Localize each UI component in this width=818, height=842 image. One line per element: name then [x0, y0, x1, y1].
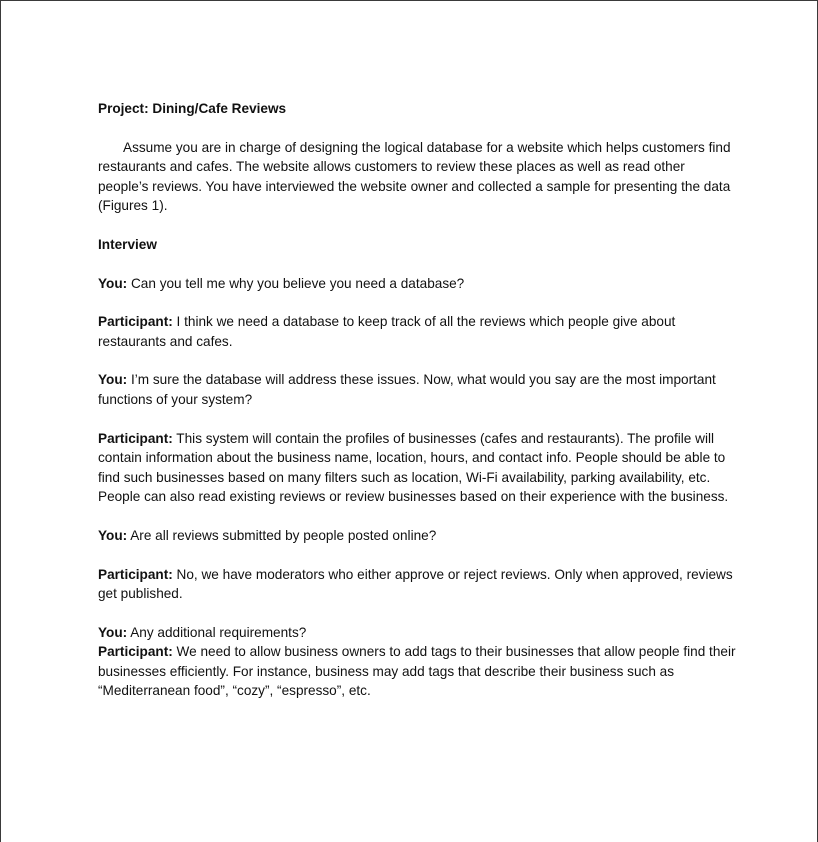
exchange-participant-4: [98, 642, 738, 701]
speaker-label: Participant:: [98, 566, 173, 582]
speaker-label: You:: [98, 527, 128, 543]
exchange-you-4: [98, 623, 738, 643]
speaker-label: You:: [98, 372, 128, 388]
exchange-text: This system will contain the profiles of businesses (cafes and restaurants). The profile will contain information about the business name, location, hours, and contact info. People should be able to find such businesses based on many filters such as location, Wi-Fi availability, parking availability, etc. People can also read existing reviews or review businesses based on their experience with the business.: [98, 430, 729, 505]
intro-paragraph: Assume you are in charge of designing the logical database for a website which helps customers find restaurants and cafes. The website allows customers to review these places as well as read other people’s reviews. You have interviewed the website owner and collected a sample for presenting the data (Figures 1).: [98, 139, 731, 214]
speaker-label: You:: [98, 275, 128, 291]
exchange-text: No, we have moderators who either approve or reject reviews. Only when approved, reviews get published.: [98, 566, 733, 602]
exchange-text: I’m sure the database will address these issues. Now, what would you say are the most important functions of your system?: [98, 372, 716, 407]
document-body: [98, 99, 738, 701]
exchange-you-2: [98, 370, 738, 409]
exchange-text: Any additional requirements?: [127, 624, 307, 640]
document-title: Project: Dining/Cafe Reviews: [98, 101, 287, 116]
speaker-label: Participant:: [98, 644, 173, 660]
exchange-participant-3: [98, 565, 738, 604]
speaker-label: Participant:: [98, 430, 173, 446]
exchange-participant-1: [98, 312, 738, 351]
exchange-text: Can you tell me why you believe you need a database?: [127, 275, 465, 291]
exchange-you-3: [98, 526, 738, 546]
exchange-you-1: [98, 274, 738, 294]
exchange-participant-2: [98, 429, 738, 507]
speaker-label: Participant:: [98, 314, 173, 330]
interview-heading: Interview: [98, 236, 157, 252]
exchange-text: Are all reviews submitted by people posted online?: [127, 527, 437, 543]
speaker-label: You:: [98, 624, 128, 640]
exchange-text: We need to allow business owners to add tags to their businesses that allow people find their businesses efficiently. For instance, business may add tags that describe their business such as “Mediterranean food”, “cozy”, “espresso”, etc.: [98, 644, 736, 699]
exchange-text: I think we need a database to keep track of all the reviews which people give about restaurants and cafes.: [98, 314, 676, 349]
